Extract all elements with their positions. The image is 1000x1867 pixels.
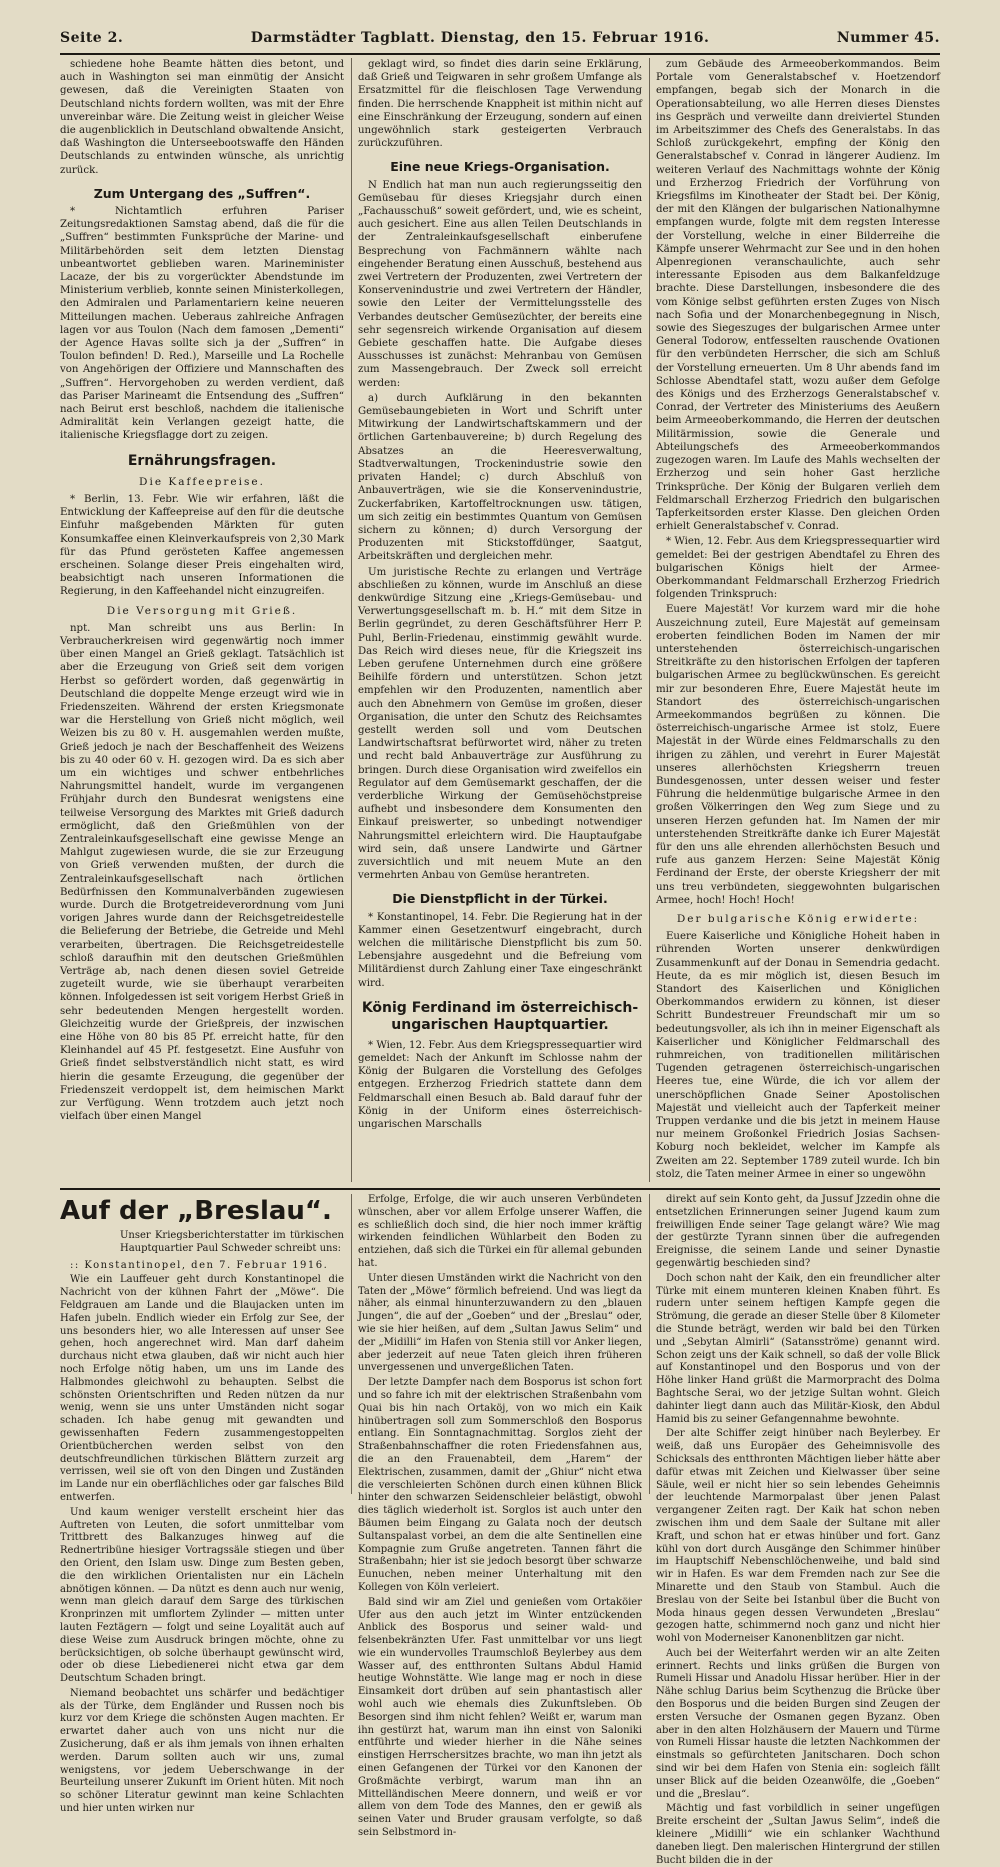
feuilleton-column-1 [60,1194,344,1815]
newspaper-title: Darmstädter Tagblatt. Dienstag, den 15. Februar 1916. [250,30,710,46]
issue-number: Nummer 45. [836,30,940,46]
column-rule [649,58,650,1182]
article-text: geklagt wird, so findet dies darin seine Erklärung, daß Grieß und Teigwaren in sehr großem Umfange als Ersatzmittel für die fleischlosen Tage Verwendung finden. Die herrschende Knappheit ist mithin nicht auf eine Einschränkung der Erzeugung, sondern auf einen ungewöhnlich stark gesteigerten Verbrauch zurückzuführen. [358,59,642,150]
masthead [60,30,940,52]
article-text: N Endlich hat man nun auch regierungsseitig den Gemüsebau für dieses Kriegsjahr durch einen „Fachausschuß“ soweit gefördert, und, wie es scheint, auch gesichert. Eine aus allen Teilen Deutschlands in der Zentraleinkaufsgesellschaft einberufene Besprechung von Fachmännern wählte nach eingehender Beratung einen Ausschuß, bestehend aus zwei Vertretern der Produzenten, zwei Vertretern der Konservenindustrie und zwei Vertretern der Händler, sowie den Leiter der Vermittelungsstelle des Verbandes deutscher Gemüsezüchter, der bereits eine sehr segensreich wirkende Organisation auf diesem Gebiete geschaffen hatte. Die Aufgabe dieses Ausschusses ist zunächst: Mehranbau von Gemüsen zum Massengebrauch. Der Zweck soll erreicht werden: [358,179,642,389]
column-rule [351,58,352,1182]
article-text: Der letzte Dampfer nach dem Bosporus ist schon fort und so fahre ich mit der elektrischen Straßenbahn vom Quai bis hin nach Ortaköj, von wo mich ein Kaik hinübertragen soll zum Sommerschloß den Bosporus entlang. Ein Sonntagnachmittag. Sorglos zieht der Straßenbahnschaffner die roten Friedensfahnen aus, die an den Frauenabteil, dem „Harem“ der Elektrischen, zusammen, damit der „Ghiur“ nicht etwa die verschleierten Schönen durch einen kühnen Blick hinter den schwarzen Seidenschleier belästigt, obwohl dies täglich wiederholt ist. Sorglos ist auch unter den Bäumen beim Eingang zu Galata noch der deutsch Sultanspalast vorbei, an dem die alte Sentinellen eine Kompagnie zum Gruße angetreten. Tannen fährt die Straßenbahn; hier ist sie jedoch besorgt über schwarze Eunuchen, neben meiner Unterhaltung mit den Kollegen von Köln verleiert. [358,1377,642,1593]
headline-koenig-ferdinand: König Ferdinand im österreichisch-ungarischen Hauptquartier. [361,999,639,1033]
article-text: Um juristische Rechte zu erlangen und Verträge abschließen zu können, wurde im Anschluß an diese denkwürdige Sitzung eine „Kriegs-Gemüsebau- und Verwertungsgesellschaft m. b. H.“ mit dem Sitze in Berlin gegründet, zu deren Geschäftsführer Herr P. Puhl, Berlin-Friedenau, einstimmig gewählt wurde. Das Reich wird dieses neue, für die Kriegszeit ins Leben gerufene Unternehmen durch eine größere Beihilfe fördern und unterstützen. Schon jetzt empfehlen wir den Produzenten, namentlich aber auch den Abnehmern von Gemüse im großen, dieser Organisation, die unter den Schutz des Reichsamtes gestellt werden soll und vom Deutschen Landwirtschaftsrat befürwortet wird, näher zu treten und recht bald Anbauverträge zur Ausführung zu bringen. Durch diese Organisation wird zweifellos ein Regulator auf dem Gemüsemarkt geschaffen, der die verderbliche Wirkung der Gemüsehöchstpreise aufhebt und insbesondere dem Konsumenten den Einkauf preiswerter, so unbedingt notwendiger Nahrungsmittel erleichtern wird. Die Hauptaufgabe wird sein, daß unsere Landwirte und Gärtner zuversichtlich und mit neuem Mute an den vermehrten Anbau von Gemüse herantreten. [358,566,642,882]
article-text: Mächtig und fast vorbildlich in seiner ungefügen Breite erscheint der „Sultan Jawus Selim“, indeß die kleinere „Midilli“ wie ein schlanker Wachthund daneben liegt. Den malerischen Hintergrund der stillen Bucht bilden die in der [656,1803,940,1866]
article-text: direkt auf sein Konto geht, da Jussuf Jzzedin ohne die entsetzlichen Erinnerungen seiner Jugend kaum zum freiwilligen Ende seiner Tage gelangt wäre? Wie mag der gestürzte Tyrann sinnen über die aufregenden Ereignisse, die seinem Lande und seiner Dynastie gegenwärtig beschieden sind? [656,1194,940,1269]
column-rule [351,1194,352,1494]
article-text: zum Gebäude des Armeeoberkommandos. Beim Portale vom Generalstabschef v. Hoetzendorf empfangen, begab sich der Monarch in die Operationsabteilung, wo alle Herren dieses Dienstes ins Gespräch und verweilte dann dreiviertel Stunden im Arbeitszimmer des Chefs des Generalstabs. In das Schloß zurückgekehrt, empfing der König den Generalstabschef v. Conrad in längerer Audienz. Im weiteren Verlauf des Nachmittags wohnte der König und Erzherzog Friedrich der Vorführung von Kriegsfilms im Kinotheater der Stadt bei. Der König, der mit den Klängen der bulgarischen Nationalhymne empfangen wurde, folgte mit dem regsten Interesse der Vorstellung, welche in einer Bilderreihe die Kämpfe unserer Wehrmacht zur See und in den hohen Alpenregionen veranschaulichte, auch sehr interessante Episoden aus dem Balkanfeldzuge brachte. Diese Darstellungen, insbesondere die des vom Könige selbst geführten ersten Zuges von Nisch nach Sofia und der Monarchenbegegnung in Nisch, sowie des Siegeszuges der bulgarischen Armee unter General Todorow, entfesselten rauschende Ovationen für den verbündeten Herrscher, die sich am Schluß der Vorstellung erneuerten. Um 8 Uhr abends fand im Schlosse Abendtafel statt, wozu außer dem Gefolge des Königs und des Erzherzogs Generalstabschef v. Conrad, der Vertreter des Ministeriums des Aeußern beim Armeeoberkommando, die Herren der deutschen Militärmission, sowie die Generale und Abteilungschefs des Armeeoberkommandos zugezogen waren. Im Laufe des Mahls wechselten der Erzherzog und sein hoher Gast herzliche Trinksprüche. Der König der Bulgaren verlieh dem Feldmarschall Erzherzog Friedrich den bulgarischen Tapferkeitsorden erster Klasse. Den gleichen Orden erhielt Generalstabschef v. Conrad. [656,59,940,533]
article-text: Wie ein Lauffeuer geht durch Konstantinopel die Nachricht von der kühnen Fahrt der „Möwe“. Die Feldgrauen am Lande und die Blaujacken unten im Hafen jubeln. Endlich wieder ein Erfolg zur See, der uns besonders hier, wo alle Interessen auf unser See gehen, hoch angerechnet wird. Man darf daheim durchaus nicht etwa glauben, daß wir nicht auch hier noch Erfolge nötig haben, um uns im Lande des Halbmondes gleichwohl zu behaupten. Selbst die schönsten Orientschriften und Reden nützen da nur wenig, wenn sie uns unter Umständen nicht sogar schaden. Ich habe genug mit gewandten und gewissenhaften Federn zusammengestoppelten Orientbücherchen werden selbst von den deutschfreundlichen türkischen Blättern zurzeit arg verrissen, weil sie oft von den Dingen und Zuständen im Lande nur ein oberflächliches oder gar falsches Bild entwerfen. [60,1274,344,1503]
subheadline-kaffeepreise: Die Kaffeepreise. [139,475,265,488]
article-text: Unter diesen Umständen wirkt die Nachricht von den Taten der „Möwe“ förmlich befreiend. Und was liegt da näher, als einmal hinunterzuwandern zu den „blauen Jungen“, die auf der „Goeben“ und der „Breslau“ oder, wie sie hier heißen, auf dem „Sultan Jawus Selim“ und der „Midilli“ im Hafen von Stenia still vor Anker liegen, aber jederzeit auf neue Taten gleich ihren früheren unvergessenen und unvergeßlichen Taten. [358,1272,642,1374]
column-3 [656,58,940,1182]
subheadline-griess: Die Versorgung mit Grieß. [106,604,298,617]
headline-kriegs-organisation: Eine neue Kriegs-Organisation. [390,159,610,175]
feuilleton-column-2 [358,1194,642,1839]
subheadline-koenig-erwiderte: Der bulgarische König erwiderte: [676,913,920,925]
feuilleton-rule [60,1188,940,1190]
dateline: :: Konstantinopel, den 7. Februar 1916. [70,1259,329,1271]
masthead-rule [60,53,940,55]
column-rule [649,1194,650,1494]
article-text: * Wien, 12. Febr. Aus dem Kriegspressequartier wird gemeldet: Bei der gestrigen Abendtafel zu Ehren des bulgarischen Königs hielt der Armee-Oberkommandant Feldmarschall Erzherzog Friedrich folgenden Trinkspruch: [656,536,940,601]
toast-text: Euere Majestät! Vor kurzem ward mir die hohe Auszeichnung zuteil, Eure Majestät auf gemeinsam eroberten feindlichen Boden im Namen der mir unterstehenden österreichisch-ungarischen Streitkräfte zu den historischen Erfolgen der tapferen bulgarischen Armee zu beglückwünschen. Es gereicht mir zur besonderen Ehre, Euere Majestät heute im Standort des österreichisch-ungarischen Armeekommandos begrüßen zu können. Die österreichisch-ungarische Armee ist stolz, Euere Majestät in der Würde eines Feldmarschalls zu den ihrigen zu zählen, und verehrt in Eurer Majestät unseres allerhöchsten Kriegsherrn treuen Bundesgenossen, unter dessen weiser und fester Führung die heldenmütige bulgarische Armee in den großen Völkerringen den Weg zum Siege und zu unseren Herzen gefunden hat. Im Namen der mir unterstehenden Streitkräfte danke ich Eurer Majestät für den uns alle ehrenden allerhöchsten Besuch und rufe aus ganzem Herzen: Seine Majestät König Ferdinand der Erste, der oberste Kriegsherr der mit uns treu verbündeten, sieggewohnten bulgarischen Armee, hoch! Hoch! Hoch! [656,604,940,906]
byline: Unser Kriegsberichterstatter im türkischen Hauptquartier Paul Schweder schreibt uns: [120,1230,344,1254]
article-text: Niemand beobachtet uns schärfer und bedächtiger als der Türke, dem Engländer und Russen noch bis kurz vor dem Kriege die schönsten Augen machten. Er erwartet daher auch von uns nicht nur die Zusicherung, daß er als ihm jemals von ihnen erhalten werden. Darum sollten auch wir uns, zumal wenigstens, vor jedem Ueberschwange in der Beurteilung unserer Zukunft im Orient hüten. Mit noch so schöner Literatur gewinnt man keine Schlachten und hier unten wirken nur [60,1687,344,1815]
headline-suffren: Zum Untergang des „Suffren“. [93,185,311,201]
article-text: Der alte Schiffer zeigt hinüber nach Beylerbey. Er weiß, daß uns Europäer des Geheimnisvolle des Schicksals des entthronten Mächtigen lieber hätte aber dafür etwas mit Zeichen und Kielwasser über seine Säule, weil er nicht hier so sein lebendes Geheimnis der leuchtende Marmorpalast über jenen Palast vergangener Zeiten ragt. Der Kaik hat schon neben zwischen ihm und dem Saale der Sultane mit aller Kraft, und schon hat er etwas hinüber und fort. Ganz kühl von dort durch Ausgänge den Schimmer hinüber im Hauptschiff Nebenschlöchenweihe, und bald sind wir in Hafen. Es war dem Fremden nach zur See die Minarette und den Staub von Stambul. Auch die Breslau von der Seite bei Istanbul über die Bucht von Moda hinaus gegen dessen Verwundeten „Breslau“ gezogen hatte, schimmernd noch ganz und nicht hier wohl von Moderneiser Kanonenblitzen gar nicht. [656,1428,940,1645]
article-text: * Berlin, 13. Febr. Wie wir erfahren, läßt die Entwicklung der Kaffeepreise auf den für die deutsche Einfuhr maßgebenden Märkten für guten Konsumkaffee einen Kleinverkaufspreis von 2,30 Mark für das Pfund gerösteten Kaffee angemessen erscheinen. Solange dieser Preis eingehalten wird, beabsichtigt nach unseren Informationen die Regierung, in den Kaffeehandel nicht einzugreifen. [60,493,344,598]
reply-text: Euere Kaiserliche und Königliche Hoheit haben in rührenden Worten unserer denkwürdigen Zusammenkunft auf der Donau in Semendria gedacht. Heute, da es mir möglich ist, diesen Besuch im Standort des Kaiserlichen und Königlichen Oberkommandos erwidern zu können, ist dieser Schritt Bundestreuer Freundschaft mir um so bedeutungsvoller, als ich ihn in meiner Eigenschaft als Kaiserlicher und Königlicher Feldmarschall des ruhmreichen, von traditionellen militärischen Tugenden getragenen österreichisch-ungarischen Heeres tue, eine Würde, die ich vor allem der unerschöpflichen Gnade Seiner Apostolischen Majestät und vielleicht auch der Tapferkeit meiner Truppen verdanke und die bis jetzt in meinem Hause nur meinem Großonkel Friedrich Josias Sachsen-Koburg noch bekleidet, welcher im Kampfe als Zweiten am 22. September 1789 zuteil wurde. Ich bin stolz, die Taten meiner Armee in einer so ungewöhn [656,931,940,1180]
upper-section [60,58,940,1182]
article-text: schiedene hohe Beamte hätten dies betont, und auch in Washington sei man einmütig der Ansicht gewesen, daß die Vereinigten Staaten von Deutschland nichts fordern wollten, was mit der Ehre unvereinbar wäre. Die Zeitung weist in gleicher Weise die augenblicklich in Deutschland obwaltende Ansicht, daß Washington die Unterseebootswaffe den Händen Deutschlands zu entwinden wünsche, als unrichtig zurück. [60,59,344,176]
headline-breslau: Auf der „Breslau“. [60,1196,332,1226]
column-2 [358,58,642,1182]
feuilleton-section [60,1194,940,1866]
feuilleton-column-3 [656,1194,940,1866]
column-1 [60,58,344,1182]
article-text: npt. Man schreibt uns aus Berlin: In Verbraucherkreisen wird gegenwärtig noch immer über einen Mangel an Grieß geklagt. Tatsächlich ist aber die Erzeugung von Grieß seit dem vorigen Herbst so gefördert worden, daß gegenwärtig in Deutschland die doppelte Menge erzeugt wird wie in Friedenszeiten. Während der ersten Kriegsmonate war die Herstellung von Grieß nicht möglich, weil Weizen bis zu 80 v. H. ausgemahlen werden mußte, Grieß jedoch je nach der Beschaffenheit des Weizens bis zu 40 oder 60 v. H. gezogen wird. Da es sich aber um ein wichtiges und schwer entbehrliches Nahrungsmittel handelt, wurde im vergangenen Frühjahr durch den Bundesrat wenigstens eine teilweise Versorgung des Marktes mit Grieß dadurch ermöglicht, daß den Grießmühlen von der Zentraleinkaufsgesellschaft eine gewisse Menge an Mahlgut zugewiesen wurde, die sie zur Erzeugung von Grieß verwenden mußten, der durch die Zentraleinkaufsgesellschaft nach örtlichen Bedürfnissen den Kommunalverbänden zugewiesen wurde. Durch die Brotgetreideverordnung vom Juni vorigen Jahres wurde dann der Reichsgetreidestelle die Belieferung der Betriebe, die Getreide und Mehl verarbeiten, übertragen. Die Reichsgetreidestelle schloß daraufhin mit den deutschen Grießmühlen Verträge ab, nach denen diesen soviel Getreide zugeteilt wurde, wie sie überhaupt verarbeiten können. Infolgedessen ist seit vorigem Herbst Grieß in sehr bedeutenden Mengen hergestellt worden. Gleichzeitig wurde der Grießpreis, der inzwischen eine Höhe von 80 bis 85 Pf. erreicht hatte, für den Kleinhandel auf 45 Pf. festgesetzt. Eine Ausfuhr von Grieß findet selbstverständlich nicht statt, es wird hierin die gesamte Erzeugung, die gegenüber der Friedenszeit verdoppelt ist, dem heimischen Markt zur Verfügung. Wenn trotzdem auch jetzt noch vielfach über einen Mangel [60,622,344,1123]
article-text: Erfolge, Erfolge, die wir auch unseren Verbündeten wünschen, aber vor allem Erfolge unserer Waffen, die es schließlich doch sind, die hier noch immer kräftig wirkenden feindlichen Wühlarbeit den Boden zu entziehen, daß sich die Türkei ein für allemal gebunden hat. [358,1194,642,1269]
article-text: * Nichtamtlich erfuhren Pariser Zeitungsredaktionen Samstag abend, daß die für die „Suffren“ bestimmten Funksprüche der Marine- und Militärbehörden seit dem letzten Dienstag unbeantwortet geblieben waren. Marineminister Lacaze, der bis zu vorgerückter Abendstunde im Ministerium verblieb, konnte seinen Ministerkollegen, den Admiralen und Parlamentariern keine neueren Mitteilungen machen. Ueberaus zahlreiche Anfragen lagen vor aus Toulon (Nach dem famosen „Dementi“ der Agence Havas sollte sich ja der „Suffren“ in Toulon befinden! D. Red.), Marseille und La Rochelle von Angehörigen der Offiziere und Mannschaften des „Suffren“. Hervorgehoben zu werden verdient, daß das Pariser Marineamt die Entsendung des „Suffren“ nach Beirut erst beschloß, nachdem die italienische Admiralität kein Verlangen gezeigt hatte, die italienische Kriegsflagge dort zu zeigen. [60,206,344,442]
page-number: Seite 2. [60,30,124,46]
headline-ernaehrungsfragen: Ernährungsfragen. [127,452,277,469]
article-text: Bald sind wir am Ziel und genießen vom Ortaköier Ufer aus den auch jetzt im Winter entzückenden Anblick des Bosporus und seiner wald- und felsenbekränzten Ufer. Fast unmittelbar vor uns liegt wie ein wundervolles Traumschloß Beylerbey aus dem Wasser auf, des entthronten Sultans Abdul Hamid heutige Wohnstätte. Wie lange mag er noch in diese Einsamkeit dort drüben auf sein phantastisch aller wohl auch wie ehemals dies Zukunftsleben. Ob Besorgen sind ihm nicht fehlen? Weißt er, warum man ihn gestürzt hat, warum man ihn einst von Saloniki entführte und wieder hierher in die Nähe seines einstigen Herrschersitzes brachte, wo man ihn jetzt als einen Gefangenen der Türkei vor den Kanonen der Großmächte verbirgt, warum man ihn an Mittelländischen Meere donnern, und weiß er vor allem von dem Tode des Mannes, den er gewiß als seinen Vater und Bruder grausam verfolgte, so daß sein Selbstmord in- [358,1596,642,1839]
headline-dienstpflicht: Die Dienstpflicht in der Türkei. [392,891,608,907]
article-text: * Wien, 12. Febr. Aus dem Kriegspressequartier wird gemeldet: Nach der Ankunft im Schlosse nahm der König der Bulgaren die Vorstellung des Gefolges entgegen. Erzherzog Friedrich stattete dann dem Feldmarschall einen Besuch ab. Bald darauf fuhr der König in der Uniform eines österreichisch-ungarischen Marschalls [358,1039,642,1131]
article-text: Doch schon naht der Kaik, den ein freundlicher alter Türke mit einem munteren kleinen Knaben führt. Es rudern unter seinem heftigen Kampfe gegen die Strömung, die gerade an dieser Stelle über 8 Kilometer die Stunde beträgt, werden wir bald bei den Türken und „Sebytan Almirli“ (Satansströme) genannt wird. Schon zeigt uns der Kaik schnell, so daß der volle Blick auf Konstantinopel und den Bosporus und von der Höhe linker Hand grüßt die Marmorpracht des Dolma Baghtsche Serai, wo der jetzige Sultan wohnt. Gleich dahinter liegt dann auch das Militär-Kiosk, den Abdul Hamid bis zu seiner Gefangennahme bewohnte. [656,1272,940,1425]
article-text: Und kaum weniger verstellt erscheint hier das Auftreten von Leuten, die sofort unmittelbar vom Trittbrett des Balkanzuges hinweg auf die Rednertribüne hiesiger Vortragssäle stiegen und über den Orient, den Islam usw. Dinge zum Besten geben, die den wirklichen Orientalisten nur ein Lächeln abnötigen können. — Da nützt es denn auch nur wenig, wenn man gleich darauf dem Sarge des türkischen Kronprinzen mit umflortem Zylinder — mitten unter lauten Feztägern — folgt und seine Loyalität auch auf diese Weise zum Ausdruck bringen möchte, ohne zu berücksichtigen, ob solche überhaupt gewünscht wird, oder ob diese Liebedienerei nicht etwa gar dem Deutschtum Schaden bringt. [60,1506,344,1685]
article-text: Auch bei der Weiterfahrt werden wir an alte Zeiten erinnert. Rechts und links grüßen die Burgen von Rumeli Hissar und Anadolu Hissar herüber. Hier in der Nähe schlug Darius beim Scythenzug die Brücke über den Bosporus und die beiden Burgen sind Zeugen der ersten Versuche der Osmanen gegen Byzanz. Oben aber in den alten Holzhäusern der Mauern und Türme von Rumeli Hissar hauste die letzten Nachkommen der einstmals so gefürchteten Janitscharen. Doch schon sind wir bei dem Hafen von Stenia ein: sogleich fällt unser Blick auf die beiden Ozeanwölfe, die „Goeben“ und die „Breslau“. [656,1647,940,1800]
article-text: a) durch Aufklärung in den bekannten Gemüsebaungebieten in Wort und Schrift unter Mitwirkung der Landwirtschaftskammern und der örtlichen Gartenbauvereine; b) durch Regelung des Absatzes an die Heeresverwaltung, Stadtverwaltungen, Trockenindustrie sowie den privaten Handel; c) durch Abschluß von Anbauverträgen, wie sie die Konservenindustrie, Zuckerfabriken, Kartoffeltrocknungen usw. tätigen, um sich zeitig ein bestimmtes Quantum von Gemüsen sichern zu können; d) durch Versorgung der Produzenten mit Stickstoffdünger, Saatgut, Arbeitskräften und dergleichen mehr. [358,392,642,563]
article-text: * Konstantinopel, 14. Febr. Die Regierung hat in der Kammer einen Gesetzentwurf eingebracht, durch welchen die militärische Dienstpflicht bis zum 50. Lebensjahre ausgedehnt und die Befreiung vom Militärdienst durch Zahlung einer Taxe eingeschränkt wird. [358,911,642,989]
